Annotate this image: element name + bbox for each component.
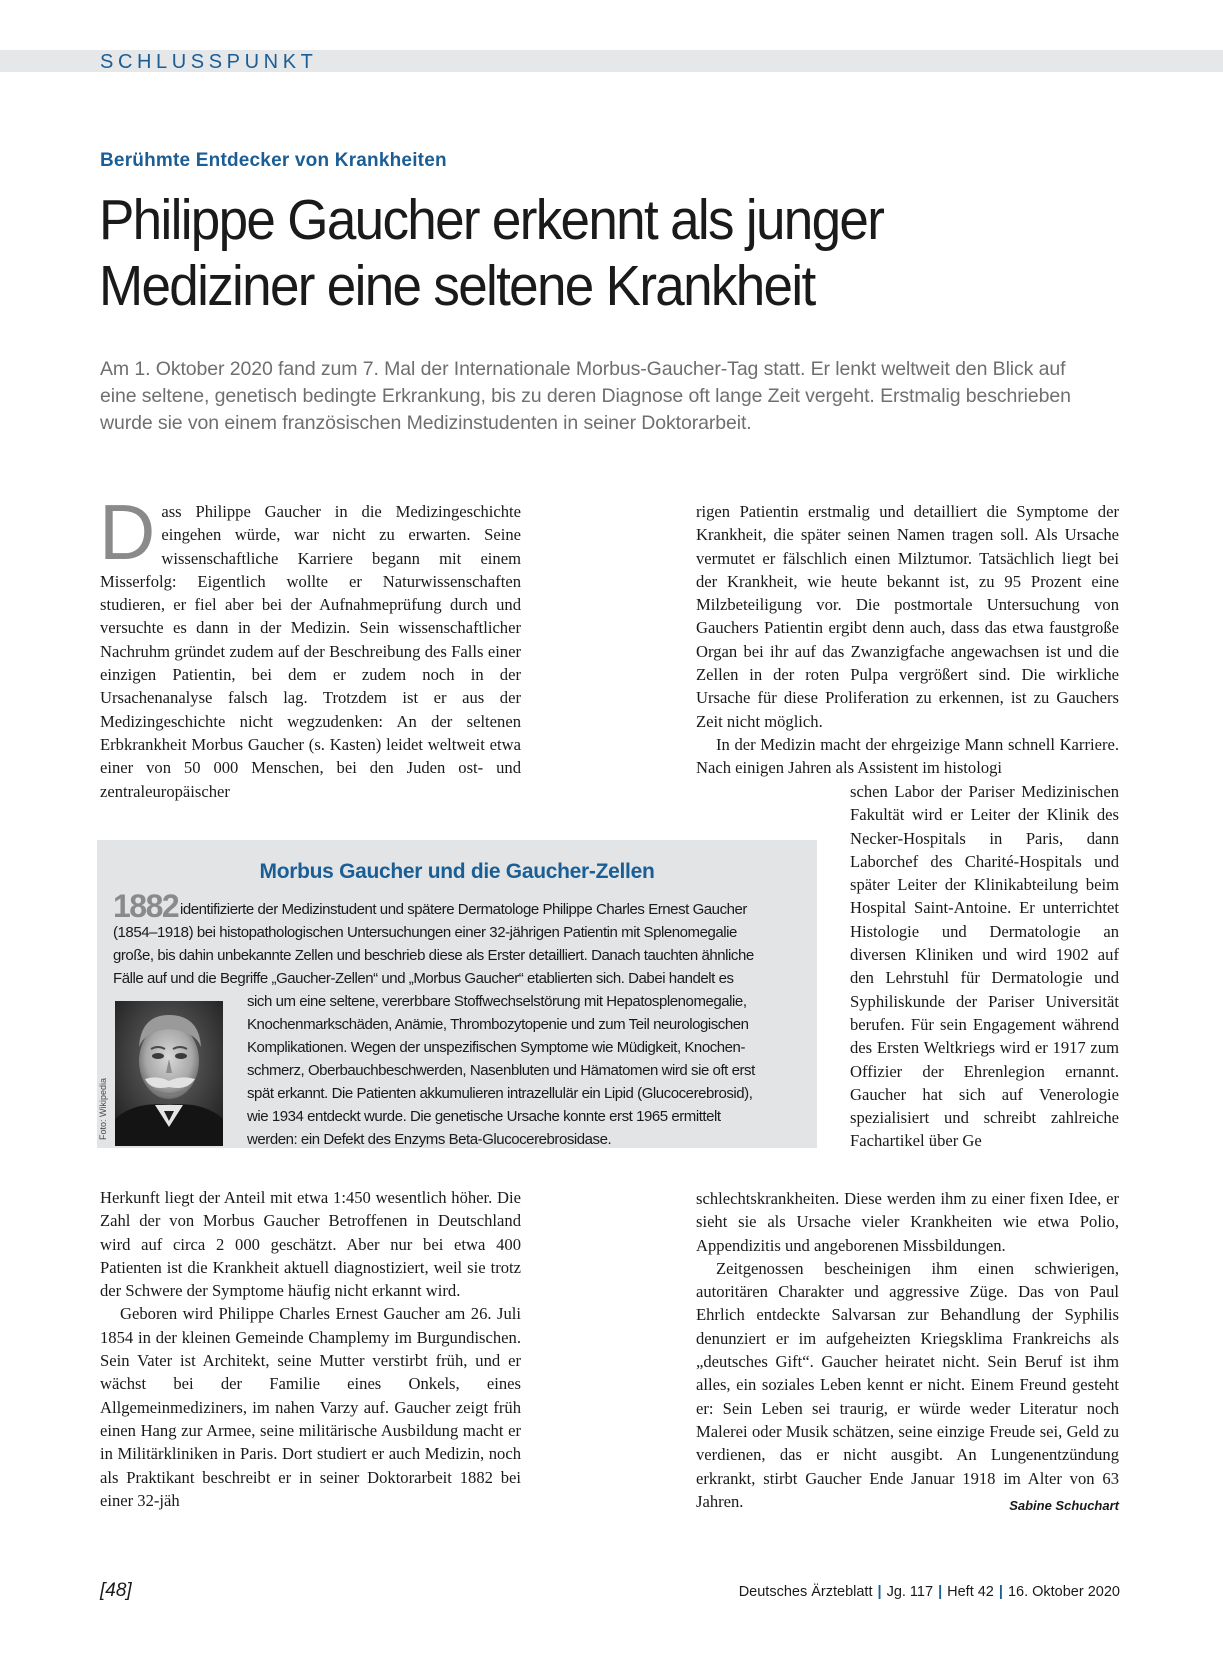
lead-line: wurde sie von einem französischen Medizinstudenten in seiner Doktorarbeit.: [100, 412, 752, 434]
photo-credit: Foto: Wikipedia: [98, 1077, 108, 1140]
footer-journal: Deutsches Ärzteblatt: [738, 1584, 873, 1600]
info-box-line: Knochenmarkschäden, Anämie, Thrombozytopenie und zum Teil neurologischen: [247, 1016, 749, 1033]
info-box-line: Fälle auf und die Begriffe „Gaucher-Zellen“ und „Morbus Gaucher“ etablierten sich. Dabei handelt es: [113, 970, 734, 987]
body-paragraph: Geboren wird Philippe Charles Ernest Gaucher am 26. Juli 1854 in der kleinen Gemeinde Champlemy im Burgundischen. Sein Vater ist Architekt, seine Mutter verstirbt früh, und er wächst bei der Familie eines Onkels, eines Allgemeinmediziners, im nahen Varzy auf. Gaucher zeigt früh einen Hang zur Armee, seine militärische Ausbildung macht er in Militärkliniken in Paris. Dort studiert er auch Medizin, noch als Praktikant beschreibt er in seiner Doktorarbeit 1882 bei einer 32-jäh: [100, 1304, 521, 1510]
footer-separator: |: [877, 1584, 882, 1600]
page-number: [48]: [100, 1580, 132, 1601]
lead-line: eine seltene, genetisch bedingte Erkrankung, bis zu deren Diagnose oft lange Zeit vergeht. Erstmalig beschrieben: [100, 385, 1071, 407]
portrait-illustration: [115, 1001, 223, 1146]
body-paragraph: In der Medizin macht der ehrgeizige Mann schnell Karriere. Nach einigen Jahren als Assistent im histologi: [696, 734, 1119, 778]
info-box-line: Komplikationen. Wegen der unspezifischen Symptome wie Müdigkeit, Knochen-: [247, 1039, 745, 1056]
body-column-right-bottom: [696, 1187, 1119, 1517]
kicker: Berühmte Entdecker von Krankheiten: [100, 150, 447, 171]
headline: [99, 187, 1066, 319]
info-box-line: schmerz, Oberbauchbeschwerden, Nasenbluten und Hämatomen wird sie oft erst: [247, 1062, 755, 1079]
info-box-line: wie 1934 entdeckt wurde. Die genetische Ursache konnte erst 1965 ermittelt: [247, 1108, 721, 1125]
body-column-right-narrow: [850, 780, 1119, 1153]
portrait-photo: [115, 1001, 223, 1146]
drop-cap: D: [99, 488, 156, 576]
info-box-line: große, bis dahin unbekannte Zellen und beschrieb diese als Erster detailliert. Danach tauchten ähnliche: [113, 947, 754, 964]
footer-volume: Jg. 117: [886, 1584, 934, 1600]
footer-separator: |: [938, 1584, 943, 1600]
author-byline: Sabine Schuchart: [1009, 1497, 1119, 1513]
body-paragraph: [696, 1257, 1119, 1513]
info-box-line: werden: ein Defekt des Enzyms Beta-Glucocerebrosidase.: [247, 1131, 612, 1148]
info-box-title: Morbus Gaucher und die Gaucher-Zellen: [259, 860, 655, 883]
headline-line: Philippe Gaucher erkennt als junger: [99, 188, 884, 252]
footer-issue: Heft 42: [947, 1584, 994, 1600]
footer-date: 16. Oktober 2020: [1007, 1584, 1120, 1600]
lead-line: Am 1. Oktober 2020 fand zum 7. Mal der Internationale Morbus-Gaucher-Tag statt. Er lenkt weltweit den Blick auf: [100, 358, 1066, 380]
body-text: Zeitgenossen bescheinigen ihm einen schwierigen, autoritären Charakter und aggressive Züge. Das von Paul Ehrlich entdeckte Salvarsan zur Behandlung der Syphilis denunziert er im aufgeheizten Kriegsklima Frankreichs als „deutsches Gift“. Gaucher heiratet nicht. Sein Beruf ist ihm alles, ein soziales Leben kennt er nicht. Einem Freund gesteht er: Sein Leben sei traurig, er würde weder Literatur noch Malerei oder Musik schätzen, seine einzige Freude sei, Geld zu verdienen, das er nicht ausgibt. An Lungenentzündung erkrankt, stirbt Gaucher Ende Januar 1918 im Alter von 63 Jahren.: [696, 1258, 1119, 1511]
body-paragraph: Herkunft liegt der Anteil mit etwa 1:450 wesentlich höher. Die Zahl der von Morbus Gaucher Betroffenen in Deutschland wird auf circa 2 000 geschätzt. Aber nur bei etwa 400 Patienten ist die Krankheit aktuell diagnostiziert, weil sie trotz der Schwere der Symptome häufig nicht erkannt wird.: [100, 1188, 521, 1301]
body-paragraph: [99, 488, 521, 803]
info-box-line: (1854–1918) bei histopathologischen Untersuchungen einer 32-jährigen Patientin mit Splenomegalie: [113, 924, 737, 941]
info-box-year: 1882: [113, 888, 179, 924]
body-text: ass Philippe Gaucher in die Medizingeschichte eingehen würde, war nicht zu erwarten. Seine wissenschaftliche Karriere begann mit einem Misserfolg: Eigentlich wollte er Naturwissenschaften studieren, er fiel aber bei der Aufnahmeprüfung durch und versuchte es dann in der Medizin. Sein wissenschaftlicher Nachruhm gründet zudem auf der Beschreibung des Falls einer einzigen Patientin, bei dem er zudem noch in der Ursachenanalyse falsch lag. Trotzdem ist er aus der Medizingeschichte nicht wegzudenken: An der seltenen Erbkrankheit Morbus Gaucher (s. Kasten) leidet weltweit etwa einer von 50 000 Menschen, bei den Juden ost- und zentraleuropäischer: [100, 502, 521, 801]
info-box-line: spät erkannt. Die Patienten akkumulieren intrazellulär ein Lipid (Glucocerebrosid),: [247, 1085, 753, 1102]
body-paragraph: schlechtskrankheiten. Diese werden ihm zu einer fixen Idee, er sieht sie als Ursache vieler Krankheiten wie etwa Polio, Appendizitis und angeborenen Missbildungen.: [696, 1189, 1119, 1255]
footer-separator: |: [998, 1584, 1003, 1600]
headline-line: Mediziner eine seltene Krankheit: [99, 254, 815, 318]
body-paragraph: rigen Patientin erstmalig und detailliert die Symptome der Krankheit, die später seinen Namen tragen soll. Als Ursache vermutet er fälschlich einen Milztumor. Tatsächlich liegt bei der Krankheit, wie heute bekannt ist, zu 95 Prozent eine Milzbeteiligung vor. Die postmortale Untersuchung von Gauchers Patientin ergibt denn auch, dass das etwa faustgroße Organ bei ihr auf das Zwanzigfache angewachsen ist und die Zellen in der roten Pulpa vergrößert sind. Die wirkliche Ursache für diese Proliferation zu erkennen, ist zu Gauchers Zeit nicht möglich.: [696, 502, 1119, 731]
footer-citation: [739, 1584, 1120, 1600]
body-column-left-top: [99, 488, 521, 803]
lead-paragraph: [100, 356, 1160, 437]
body-paragraph: schen Labor der Pariser Medizinischen Fakultät wird er Leiter der Klinik des Necker-Hospitals in Paris, dann Laborchef des Charité-Hospitals und später Leiter der Klinikabteilung beim Hospital Saint-Antoine. Er unterrichtet Histologie und Dermatologie an diversen Kliniken und wird 1902 auf den Lehrstuhl für Dermatologie und Syphiliskunde der Pariser Universität berufen. Für sein Engagement während des Ersten Weltkriegs wird er 1917 zum Offizier der Ehrenlegion ernannt. Gaucher hat sich auf Venerologie spezialisiert und schreibt zahlreiche Fachartikel über Ge: [850, 782, 1119, 1151]
body-column-right-top: [696, 500, 1119, 780]
info-box-line: identifizierte der Medizinstudent und spätere Dermatologe Philippe Charles Ernest Gaucher: [180, 901, 747, 918]
section-label: SCHLUSSPUNKT: [100, 51, 318, 73]
body-column-left-bottom: [100, 1186, 521, 1512]
info-box-line: sich um eine seltene, vererbbare Stoffwechselstörung mit Hepatosplenomegalie,: [247, 993, 747, 1010]
